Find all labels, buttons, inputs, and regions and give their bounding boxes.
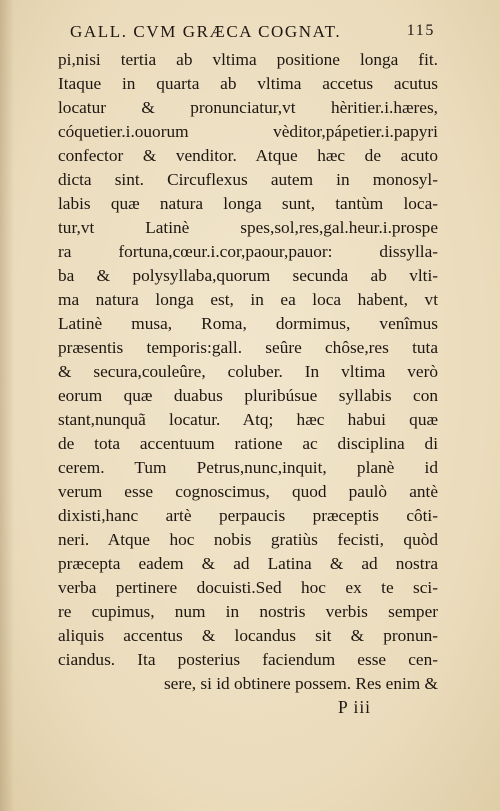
page-number: 115	[406, 22, 435, 39]
text-line: ciandus. Ita posterius faciendum esse cen-	[58, 650, 438, 669]
text-line: neri. Atque hoc nobis gratiùs fecisti, quòd	[58, 530, 438, 549]
running-title: GALL. CVM GRÆCA COGNAT.	[70, 22, 342, 41]
text-line: cerem. Tum Petrus,nunc,inquit, planè id	[58, 458, 438, 477]
text-line: cóquetier.i.ouorum vèditor,pápetier.i.papyri	[58, 122, 438, 141]
text-line: labis quæ natura longa sunt, tantùm loca-	[58, 194, 438, 213]
text-line: ma natura longa est, in ea loca habent, vt	[58, 290, 438, 309]
text-line: præcepta eadem & ad Latina & ad nostra	[58, 554, 438, 573]
body-text	[58, 48, 438, 696]
text-line: pi,nisi tertia ab vltima positione longa fit.	[58, 50, 438, 69]
text-line: & secura,couleûre, coluber. In vltima verò	[58, 362, 438, 381]
text-line: confector & venditor. Atque hæc de acuto	[58, 146, 438, 165]
text-line: re cupimus, num in nostris verbis semper	[58, 602, 438, 621]
text-line: aliquis accentus & locandus sit & pronun-	[58, 626, 438, 645]
text-line: eorum quæ duabus pluribúsue syllabis con	[58, 386, 438, 405]
page-header	[70, 22, 435, 46]
text-line: verba pertinere docuisti.Sed hoc ex te sci-	[58, 578, 438, 597]
text-line: præsentis temporis:gall. seûre chôse,res tuta	[58, 338, 438, 357]
text-line: tur,vt Latinè spes,sol,res,gal.heur.i.prospe	[58, 218, 438, 237]
text-line: dicta sint. Circuflexus autem in monosyl-	[58, 170, 438, 189]
text-line: verum esse cognoscimus, quod paulò antè	[58, 482, 438, 501]
text-line: de tota accentuum ratione ac disciplina di	[58, 434, 438, 453]
text-line: Latinè musa, Roma, dormimus, venîmus	[58, 314, 438, 333]
text-line: locatur & pronunciatur,vt hèritier.i.hæres,	[58, 98, 438, 117]
text-line: Itaque in quarta ab vltima accetus acutus	[58, 74, 438, 93]
text-line: sere, si id obtinere possem. Res enim &	[163, 674, 438, 693]
signature-mark: P iii	[338, 697, 372, 717]
text-line: ra fortuna,cœur.i.cor,paour,pauor: dissylla-	[58, 242, 438, 261]
text-line: stant,nunquã locatur. Atq; hæc habui quæ	[58, 410, 438, 429]
text-line: dixisti,hanc artè perpaucis præceptis côti-	[58, 506, 438, 525]
text-line: ba & polysyllaba,quorum secunda ab vlti-	[58, 266, 438, 285]
